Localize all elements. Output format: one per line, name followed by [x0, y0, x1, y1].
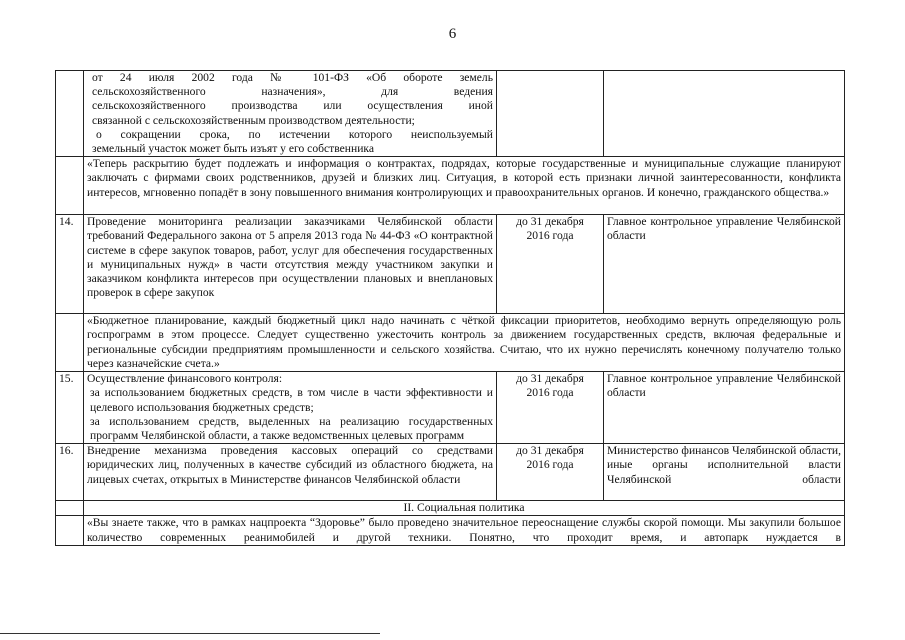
row-number-cell: [56, 71, 84, 157]
section-row: [56, 501, 845, 516]
row-number-cell: [56, 157, 84, 215]
measure-text: Проведение мониторинга реализации заказчиками Челябинской области требований Федерального закона от 5 апреля 2013 года № 44-ФЗ «О контрактной системе в сфере закупок товаров, работ, услуг для обеспечения государственных и муниципальных нужд» в части отсутствия между участником закупки и заказчиком конфликта интересов при осуществлении плановых и внеплановых проверок в сфере закупок: [84, 215, 497, 314]
table-row-15: [56, 372, 845, 444]
deadline-cell: [497, 444, 604, 501]
measure-cell: [84, 71, 497, 157]
deadline-year: 2016 года: [526, 386, 574, 400]
deadline-year: 2016 года: [526, 229, 574, 243]
responsible-org: иные органы исполнительной власти Челябинской области: [607, 458, 841, 486]
table-row-continued: [56, 71, 845, 157]
measures-table: [55, 70, 845, 546]
responsible-org: Главное контрольное управление Челябинской области: [604, 215, 845, 314]
measure-line: связанной с сельскохозяйственным производством деятельности;: [92, 113, 415, 127]
row-number-cell: [56, 501, 84, 516]
row-number: 14.: [56, 215, 84, 314]
row-number-cell: [56, 516, 84, 545]
page-number: 6: [448, 26, 457, 42]
footnote-rule: [0, 633, 380, 634]
measure-line: земельный участок может быть изъят у его собственника: [92, 142, 374, 156]
deadline-cell: [497, 372, 604, 444]
row-number: 16.: [56, 444, 84, 501]
measure-line: сельскохозяйственного назначения», для ведения: [92, 85, 493, 99]
row-number: 15.: [56, 372, 84, 444]
responsible-cell: [604, 71, 845, 157]
deadline-year: 2016 года: [526, 458, 574, 472]
deadline-date: до 31 декабря: [516, 444, 584, 458]
quote-row: [56, 516, 845, 545]
measure-item: за использованием средств, выделенных на реализацию государственных программ Челябинской области, а также ведомственных целевых программ: [90, 414, 493, 443]
row-number-cell: [56, 314, 84, 372]
quote-row: [56, 157, 845, 215]
responsible-org: Министерство финансов Челябинской области,: [607, 444, 841, 458]
deadline-date: до 31 декабря: [516, 372, 584, 386]
measure-line: от 24 июля 2002 года № 101-ФЗ «Об обороте земель: [92, 71, 493, 84]
measure-item: за использованием бюджетных средств, в том числе в части эффективности и целевого использования бюджетных средств;: [90, 386, 493, 414]
measure-line: о сокращении срока, по истечении которого неиспользуемый: [96, 127, 493, 141]
measure-line: сельскохозяйственного производства или осуществления иной: [92, 99, 493, 113]
deadline-cell: [497, 71, 604, 157]
section-title: II. Социальная политика: [84, 501, 845, 516]
measure-text: Внедрение механизма проведения кассовых операций со средствами юридических лиц, полученных в качестве субсидий из областного бюджета, на лицевых счетах, открытых в Министерстве финансов Челябинской области: [84, 444, 497, 501]
responsible-cell: [604, 444, 845, 501]
deadline-cell: [497, 215, 604, 314]
quote-text: «Бюджетное планирование, каждый бюджетный цикл надо начинать с чёткой фиксации приоритетов, необходимо вернуть определяющую роль госпрограмм в этом процессе. Следует существенно ужесточить контроль за движением государственных средств, включая федеральные и региональные субсидии предприятиям промышленности и сельского хозяйства. Считаю, что их нужно перечислять конечному получателю только через казначейские счета.»: [84, 314, 845, 372]
quote-row: [56, 314, 845, 372]
measure-cell: [84, 372, 497, 444]
measure-heading: Осуществление финансового контроля:: [87, 372, 283, 386]
table-row-16: [56, 444, 845, 501]
deadline-date: до 31 декабря: [516, 215, 584, 229]
quote-text: «Теперь раскрытию будет подлежать и информация о контрактах, подрядах, которые государственные и муниципальные служащие планируют заключать с фирмами своих родственников, друзей и близких лиц. Ситуация, в которой есть признаки личной заинтересованности, конфликта интересов, мгновенно попадёт в зону повышенного внимания контролирующих и правоохранительных органов. И конечно, гражданского общества.»: [84, 157, 845, 215]
quote-text: «Вы знаете также, что в рамках нацпроекта “Здоровье” было проведено значительное переоснащение службы скорой помощи. Мы закупили большое количество современных реанимобилей и другой техники. Понятно, что проходит время, и автопарк нуждается в: [84, 516, 845, 545]
table-row-14: [56, 215, 845, 314]
responsible-org: Главное контрольное управление Челябинской области: [604, 372, 845, 444]
